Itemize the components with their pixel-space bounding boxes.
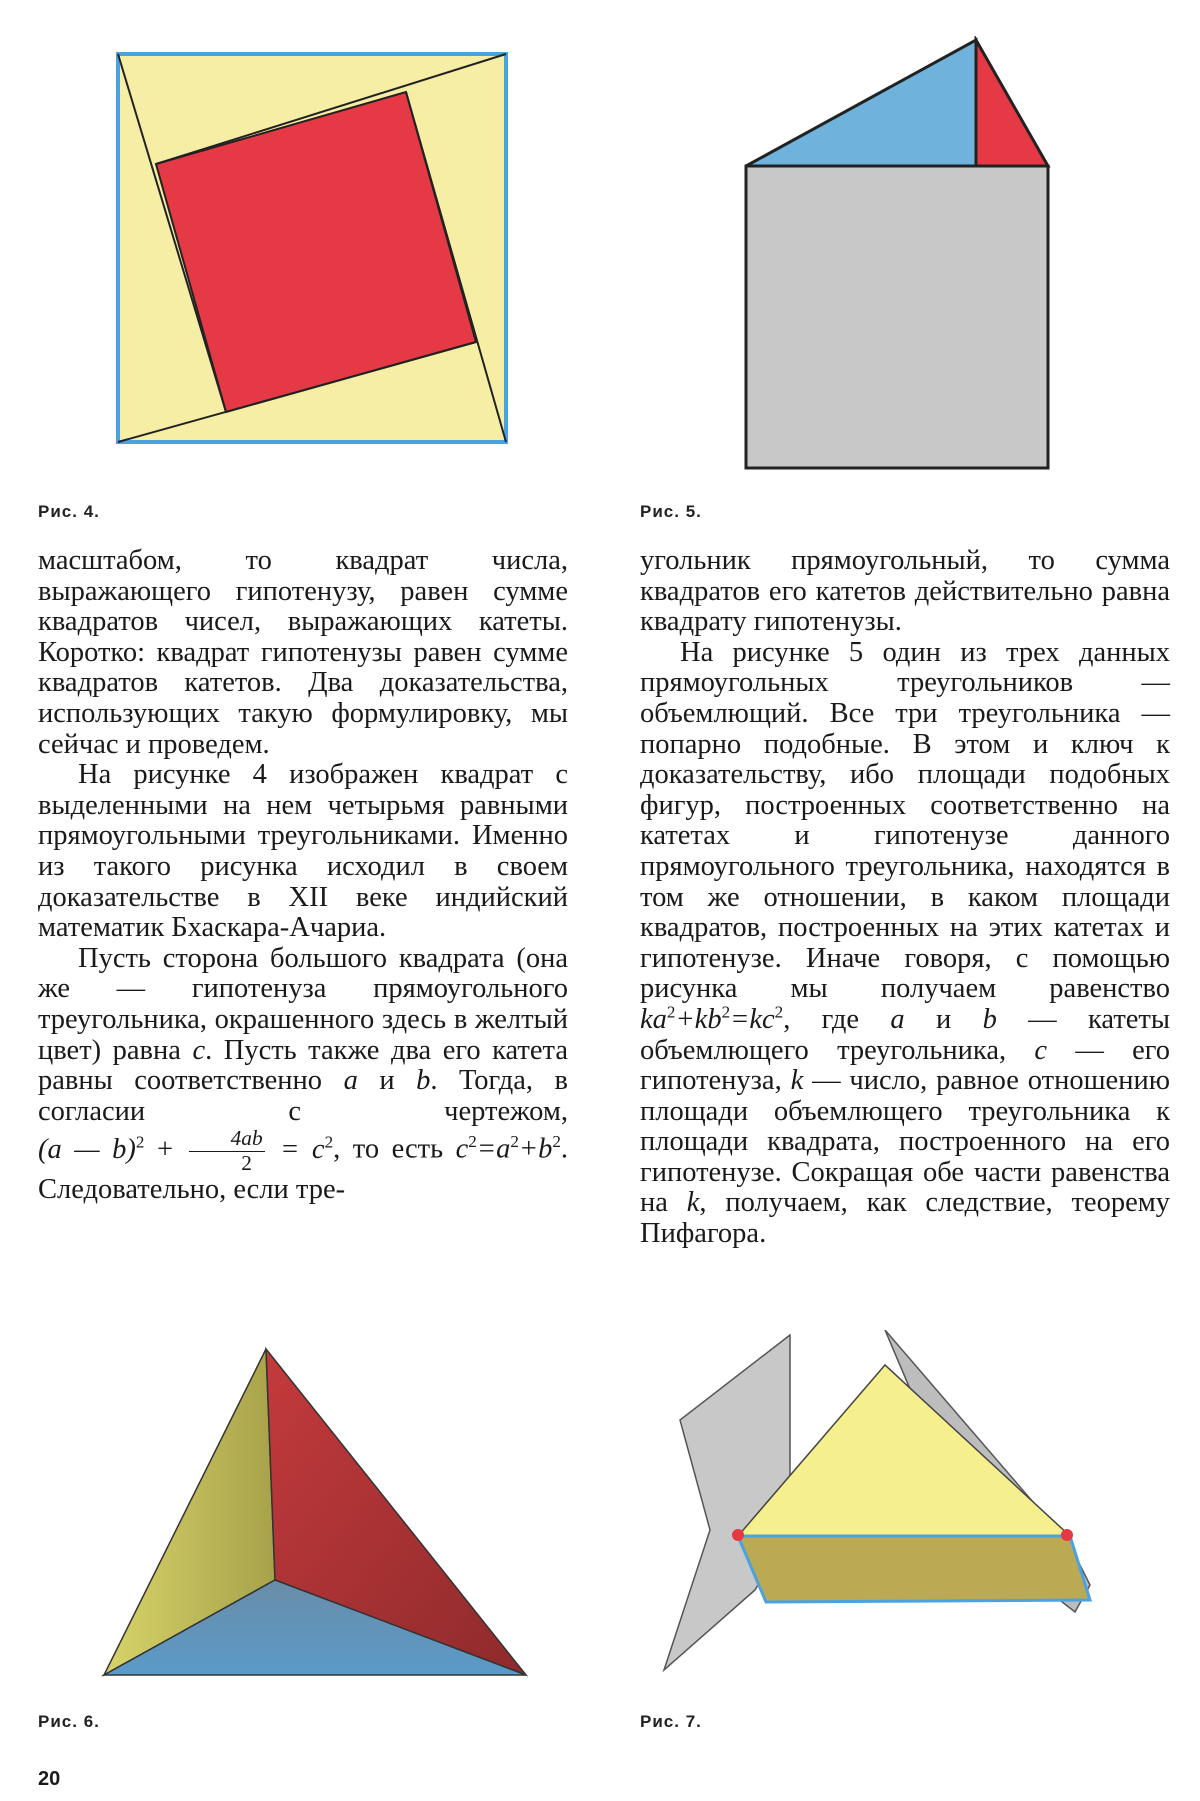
fig7-red-dot-right (1061, 1529, 1073, 1541)
sup: 2 (552, 1132, 561, 1152)
left-p3-and: и (379, 1065, 395, 1097)
page-number: 20 (38, 1768, 61, 1790)
figure-5 (742, 36, 1062, 472)
formula-2-a: =a (476, 1133, 511, 1165)
formula-1: (a — b)$^2$ + $\frac{4ab}{2}$ = $c^2$ (38, 1126, 334, 1175)
figure-7 (660, 1330, 1110, 1680)
fig5-gray-square (746, 166, 1048, 468)
right-p2-f: , получаем, как следствие, теорему Пифагора. (640, 1187, 1171, 1250)
fig7-caption: Рис. 7. (640, 1712, 702, 1731)
var-a: a (890, 1003, 905, 1035)
var-b: b (982, 1003, 997, 1035)
formula-right: = c (280, 1133, 325, 1165)
fraction (189, 1127, 265, 1175)
formula-left: (a — b) (38, 1133, 136, 1165)
fig6-caption: Рис. 6. (38, 1712, 100, 1731)
fig4-caption: Рис. 4. (38, 502, 100, 521)
fig7-red-dot-left (732, 1529, 744, 1541)
fraction-numerator: 4ab (189, 1127, 265, 1152)
var-k: k (790, 1065, 804, 1097)
var-k-2: k (686, 1187, 700, 1219)
left-paragraph-3 (38, 944, 568, 1206)
right-p2-d: — его гипотенуза, (640, 1034, 1171, 1097)
var-c: c (192, 1034, 206, 1066)
left-paragraph-2: На рисунке 4 изображен квадрат с выделенными на нем четырьмя равными прямоугольными треугольниками. Именно из такого рисунка исходил в своем доказательстве в XII веке индийский математик Бхаскара-Ачариа. (38, 759, 568, 944)
right-and: и (936, 1003, 952, 1035)
formula-2-b: +b (518, 1133, 553, 1165)
right-p2-a: На рисунке 5 один из трех данных прямоугольных треугольников — объемлющий. Все три треугольника — попарно подобные. В этом и ключ к доказательству, ибо площади подобных фигур, построенных соответственно на катетах и гипотенузе данного прямоугольного треугольника, находятся в том же отношении, в каком площади квадратов, построенных на этих катетах и гипотенузе. Иначе говоря, с помощью рисунка мы получаем равенство (640, 636, 1170, 1005)
figure-6 (100, 1345, 530, 1680)
right-column (640, 546, 1170, 1250)
right-p2-c: — катеты объемлющего треугольника, (640, 1003, 1171, 1066)
right-paragraph-2 (640, 638, 1170, 1250)
eq-kb: +kb (675, 1003, 722, 1035)
sup: 2 (324, 1132, 334, 1152)
fraction-denominator: 2 (241, 1150, 252, 1175)
sup: 2 (774, 1002, 784, 1022)
sup: 2 (666, 1002, 676, 1022)
fig7-olive-prism-face (738, 1536, 1090, 1602)
var-c: c (1034, 1034, 1048, 1066)
formula-2-c: c (455, 1133, 469, 1165)
left-paragraph-1: масштабом, то квадрат числа, выражающего гипотенузу, равен сумме квадратов чисел, выражающих катеты. Коротко: квадрат гипотенузы равен сумме квадратов катетов. Два доказательства, использующих такую формулировку, мы сейчас и проведем. (38, 545, 568, 760)
sup: 2 (468, 1132, 477, 1152)
left-p3-a: Пусть сторона большого квадрата (она же — гипотенуза прямоугольного треугольника, окрашенного здесь в желтый цвет) равна (38, 942, 568, 1066)
fig5-blue-triangle (746, 40, 976, 166)
var-a: a (343, 1065, 358, 1097)
var-b: b (416, 1065, 431, 1097)
fig5-red-triangle (976, 40, 1048, 166)
left-p3-b: . Пусть также два его катета равны соответственно (38, 1034, 568, 1097)
left-p3-end: . Следовательно, если тре- (38, 1133, 569, 1206)
eq-ka: ka (640, 1003, 667, 1035)
left-p3-toest: , то есть (333, 1133, 444, 1165)
right-p2-b: , где (783, 1003, 860, 1035)
sup: 2 (510, 1132, 519, 1152)
right-paragraph-1: угольник прямоугольный, то сумма квадратов его катетов действительно равна квадрату гипотенузы. (640, 545, 1170, 638)
figure-4 (116, 52, 508, 444)
sup: 2 (135, 1132, 145, 1152)
left-column (38, 546, 568, 1206)
fig5-caption: Рис. 5. (640, 502, 702, 521)
right-p2-e: — число, равное отношению площади объемлющего треугольника к площади квадрата, построенного на его гипотенузе. Сокращая обе части равенства на (640, 1065, 1170, 1219)
left-p3-c2: . Тогда, в согласии с чертежом, (38, 1065, 569, 1127)
sup: 2 (721, 1002, 731, 1022)
eq-kc: =kc (730, 1003, 775, 1035)
